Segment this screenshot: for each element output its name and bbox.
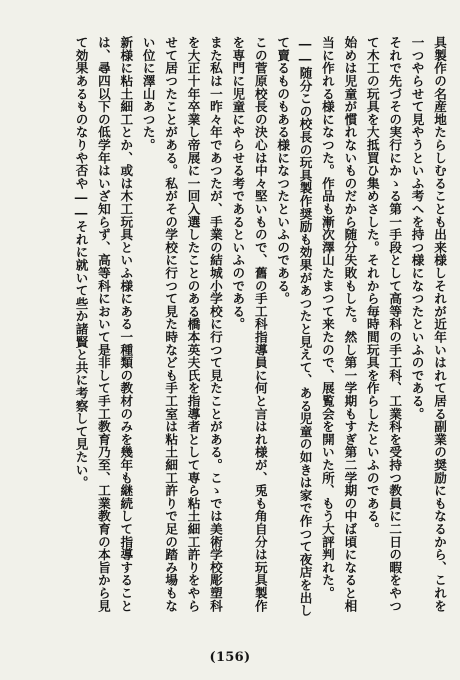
paragraph-1: 具製作の名産地たらしむることも出来様しそれが近年いはれて居る副業の奨励にもなるから、これを一つやらせて見やうといふ考へを持つ様になつたといふのである。 — [409, 36, 447, 612]
vertical-text-body — [10, 36, 450, 622]
paragraph-3: 始めは児童が慣れないものだから随分失敗もした。然し第一学期もすぎ第二学期の中ば頃になると相当に作れる様になつた。作品も漸次澤山たまつて来たので、展覧会を開いた所、もう大評判れた。――随分この校長の玩具製作奨励も効果があつたと見えて、ある児童の如きは家で作つて夜店を出して賣るものもある様になつたといふのである。 — [275, 36, 358, 617]
paragraph-2: それで先づその実行にかゝる第一手段として高等科の手工科、工業科を受持つ教員に二日の暇をやつて木工の玩具を大抵買ひ集めさした。それから毎時間玩具を作らしたといふのである。 — [364, 36, 403, 612]
paragraph-5: また私は一昨々年であつたが、手業の結城小学校に行つて見たことがある。こゝでは美術学校彫塑科を大正十年卒業し帝展に一回入選したことのある橋本英夫氏を指導者として専ら粘土細工許りをやらせて居つたことがある。私がその学校に行つて見た時なども手工室は粘土細工許りで足の踏み場もない位に澤山あつた。 — [140, 36, 223, 612]
paragraph-6: 新様に粘土細工とか、或は木工玩具といふ様にある一種類の教材のみを幾年も継続して指導することは、尋四以下の低学年はいざ知らず、高等科において是非して手工教育乃至、工業教育の本旨から見て効果あるものなりや否や――それに就いて些か諸賢と共に考察して見たい。 — [73, 36, 134, 612]
paragraph-4: この菅原校長の決心は中々堅いもので、舊の手工科指導員に何と言はれ様が、兎も角自分は玩具製作を専門に児童にやらせる考であるといふのである。 — [230, 36, 268, 612]
page-number: (156) — [209, 650, 251, 665]
